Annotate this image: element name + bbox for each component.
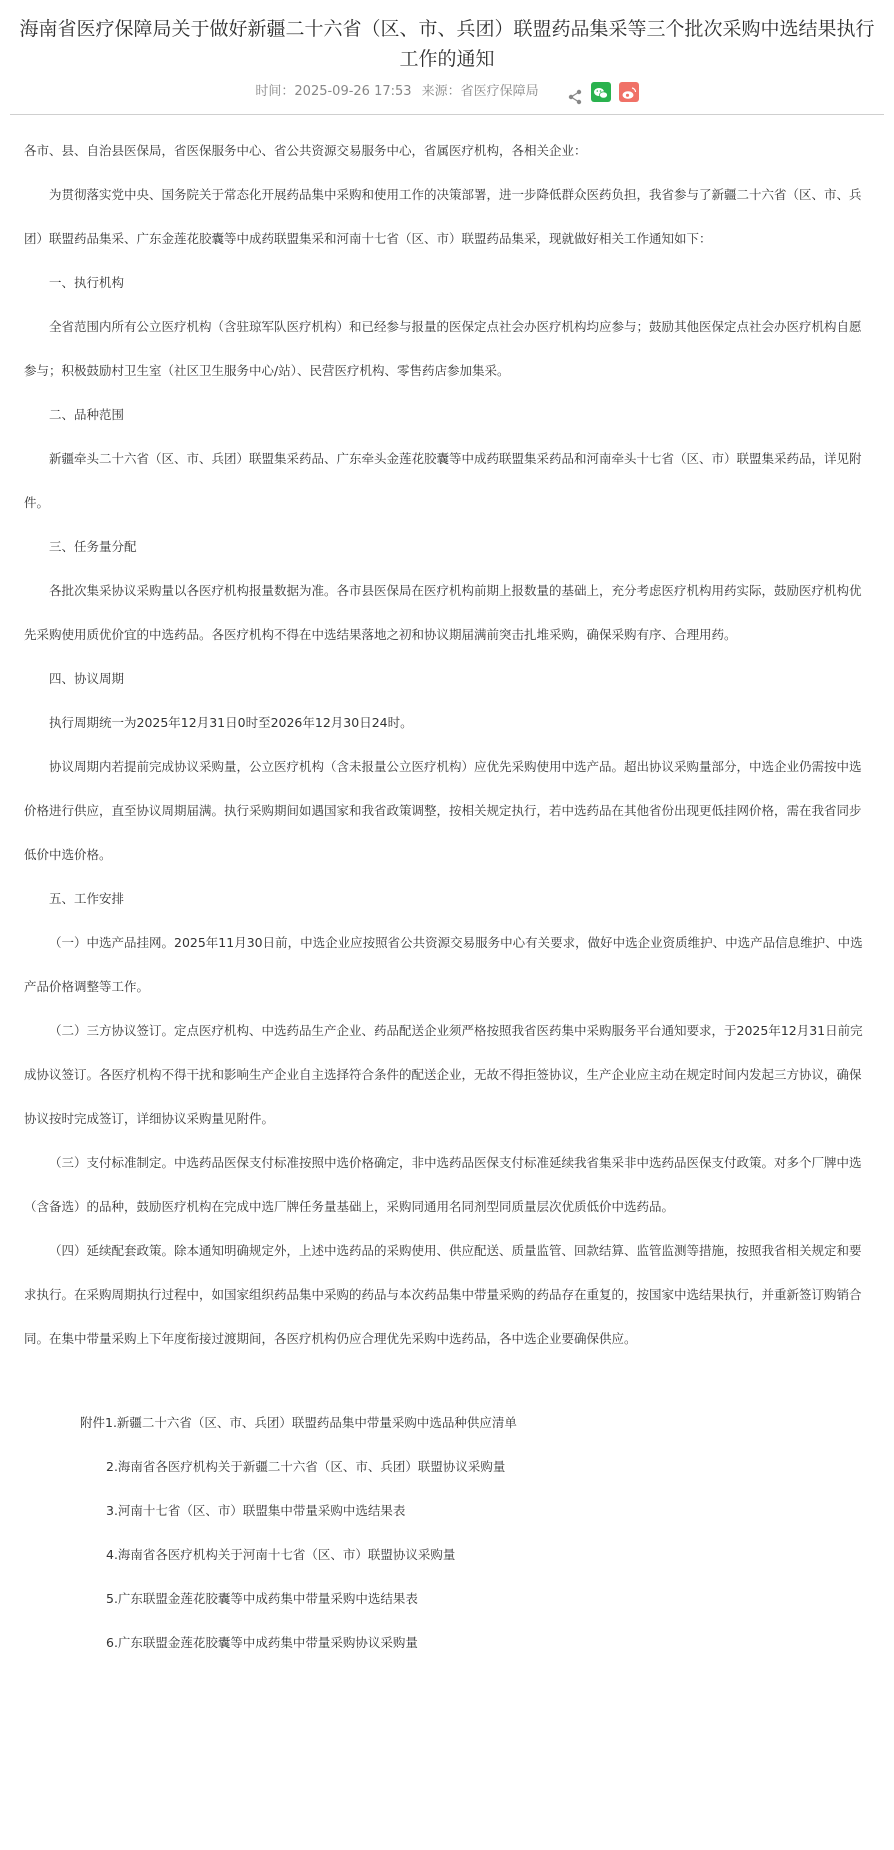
paragraph: （二）三方协议签订。定点医疗机构、中选药品生产企业、药品配送企业须严格按照我省医药集中采购服务平台通知要求，于2025年12月31日前完成协议签订。各医疗机构不得干扰和影响生产企业自主选择符合条件的配送企业，无故不得拒签协议，生产企业应主动在规定时间内发起三方协议，确保协议按时完成签订，详细协议采购量见附件。 <box>24 1023 863 1126</box>
article-meta <box>0 74 894 110</box>
share-bar <box>567 82 639 102</box>
paragraph: 各批次集采协议采购量以各医疗机构报量数据为准。各市县医保局在医疗机构前期上报数量的基础上，充分考虑医疗机构用药实际，鼓励医疗机构优先采购使用质优价宜的中选药品。各医疗机构不得在中选结果落地之初和协议期届满前突击扎堆采购，确保采购有序、合理用药。 <box>24 583 862 642</box>
attachment-link[interactable]: 3.河南十七省（区、市）联盟集中带量采购中选结果表 <box>106 1503 406 1518</box>
section-heading: 五、工作安排 <box>49 891 125 906</box>
paragraph: 执行周期统一为2025年12月31日0时至2026年12月30日24时。 <box>49 715 413 730</box>
attachment-link[interactable]: 4.海南省各医疗机构关于河南十七省（区、市）联盟协议采购量 <box>106 1547 456 1562</box>
section-heading: 一、执行机构 <box>49 275 125 290</box>
paragraph: 协议周期内若提前完成协议采购量，公立医疗机构（含未报量公立医疗机构）应优先采购使用中选产品。超出协议采购量部分，中选企业仍需按中选价格进行供应，直至协议周期届满。执行采购期间如遇国家和我省政策调整，按相关规定执行，若中选药品在其他省份出现更低挂网价格，需在我省同步低价中选价格。 <box>24 759 862 862</box>
attachment-list <box>24 1401 870 1665</box>
header-divider <box>10 114 884 115</box>
time-value: 2025-09-26 17:53 <box>294 84 412 99</box>
article-title: 海南省医疗保障局关于做好新疆二十六省（区、市、兵团）联盟药品集采等三个批次采购中选结果执行工作的通知 <box>19 18 875 70</box>
wechat-icon[interactable] <box>591 82 611 102</box>
article-header <box>0 0 894 115</box>
section-heading: 二、品种范围 <box>49 407 125 422</box>
intro-paragraph: 为贯彻落实党中央、国务院关于常态化开展药品集中采购和使用工作的决策部署，进一步降低群众医药负担，我省参与了新疆二十六省（区、市、兵团）联盟药品集采、广东金莲花胶囊等中成药联盟集采和河南十七省（区、市）联盟药品集采，现就做好相关工作通知如下： <box>24 187 862 246</box>
attachment-link[interactable]: 2.海南省各医疗机构关于新疆二十六省（区、市、兵团）联盟协议采购量 <box>106 1459 506 1474</box>
source-label: 来源： <box>421 84 461 99</box>
source-value: 省医疗保障局 <box>460 84 539 99</box>
weibo-icon[interactable] <box>619 82 639 102</box>
paragraph: 新疆牵头二十六省（区、市、兵团）联盟集采药品、广东牵头金莲花胶囊等中成药联盟集采药品和河南牵头十七省（区、市）联盟集采药品，详见附件。 <box>24 451 862 510</box>
paragraph: （四）延续配套政策。除本通知明确规定外，上述中选药品的采购使用、供应配送、质量监管、回款结算、监管监测等措施，按照我省相关规定和要求执行。在采购周期执行过程中，如国家组织药品集中采购的药品与本次药品集中带量采购的药品存在重复的，按国家中选结果执行，并重新签订购销合同。在集中带量采购上下年度衔接过渡期间，各医疗机构仍应合理优先采购中选药品，各中选企业要确保供应。 <box>24 1243 862 1346</box>
greeting: 各市、县、自治县医保局，省医保服务中心、省公共资源交易服务中心，省属医疗机构，各相关企业： <box>24 143 587 158</box>
article-source <box>422 74 539 110</box>
time-label: 时间： <box>255 84 295 99</box>
share-icon[interactable] <box>567 84 583 100</box>
publish-time <box>255 74 411 110</box>
paragraph: 全省范围内所有公立医疗机构（含驻琼军队医疗机构）和已经参与报量的医保定点社会办医疗机构均应参与；鼓励其他医保定点社会办医疗机构自愿参与；积极鼓励村卫生室（社区卫生服务中心/站）、民营医疗机构、零售药店参加集采。 <box>24 319 862 378</box>
attachment-link[interactable]: 附件1.新疆二十六省（区、市、兵团）联盟药品集中带量采购中选品种供应清单 <box>80 1415 517 1430</box>
attachment-link[interactable]: 5.广东联盟金莲花胶囊等中成药集中带量采购中选结果表 <box>106 1591 418 1606</box>
paragraph: （一）中选产品挂网。2025年11月30日前，中选企业应按照省公共资源交易服务中心有关要求，做好中选企业资质维护、中选产品信息维护、中选产品价格调整等工作。 <box>24 935 863 994</box>
attachment-link[interactable]: 6.广东联盟金莲花胶囊等中成药集中带量采购协议采购量 <box>106 1635 418 1650</box>
section-heading: 四、协议周期 <box>49 671 125 686</box>
paragraph: （三）支付标准制定。中选药品医保支付标准按照中选价格确定，非中选药品医保支付标准延续我省集采非中选药品医保支付政策。对多个厂牌中选（含备选）的品种，鼓励医疗机构在完成中选厂牌任务量基础上，采购同通用名同剂型同质量层次优质低价中选药品。 <box>24 1155 862 1214</box>
section-heading: 三、任务量分配 <box>49 539 137 554</box>
article-body <box>0 129 894 1665</box>
